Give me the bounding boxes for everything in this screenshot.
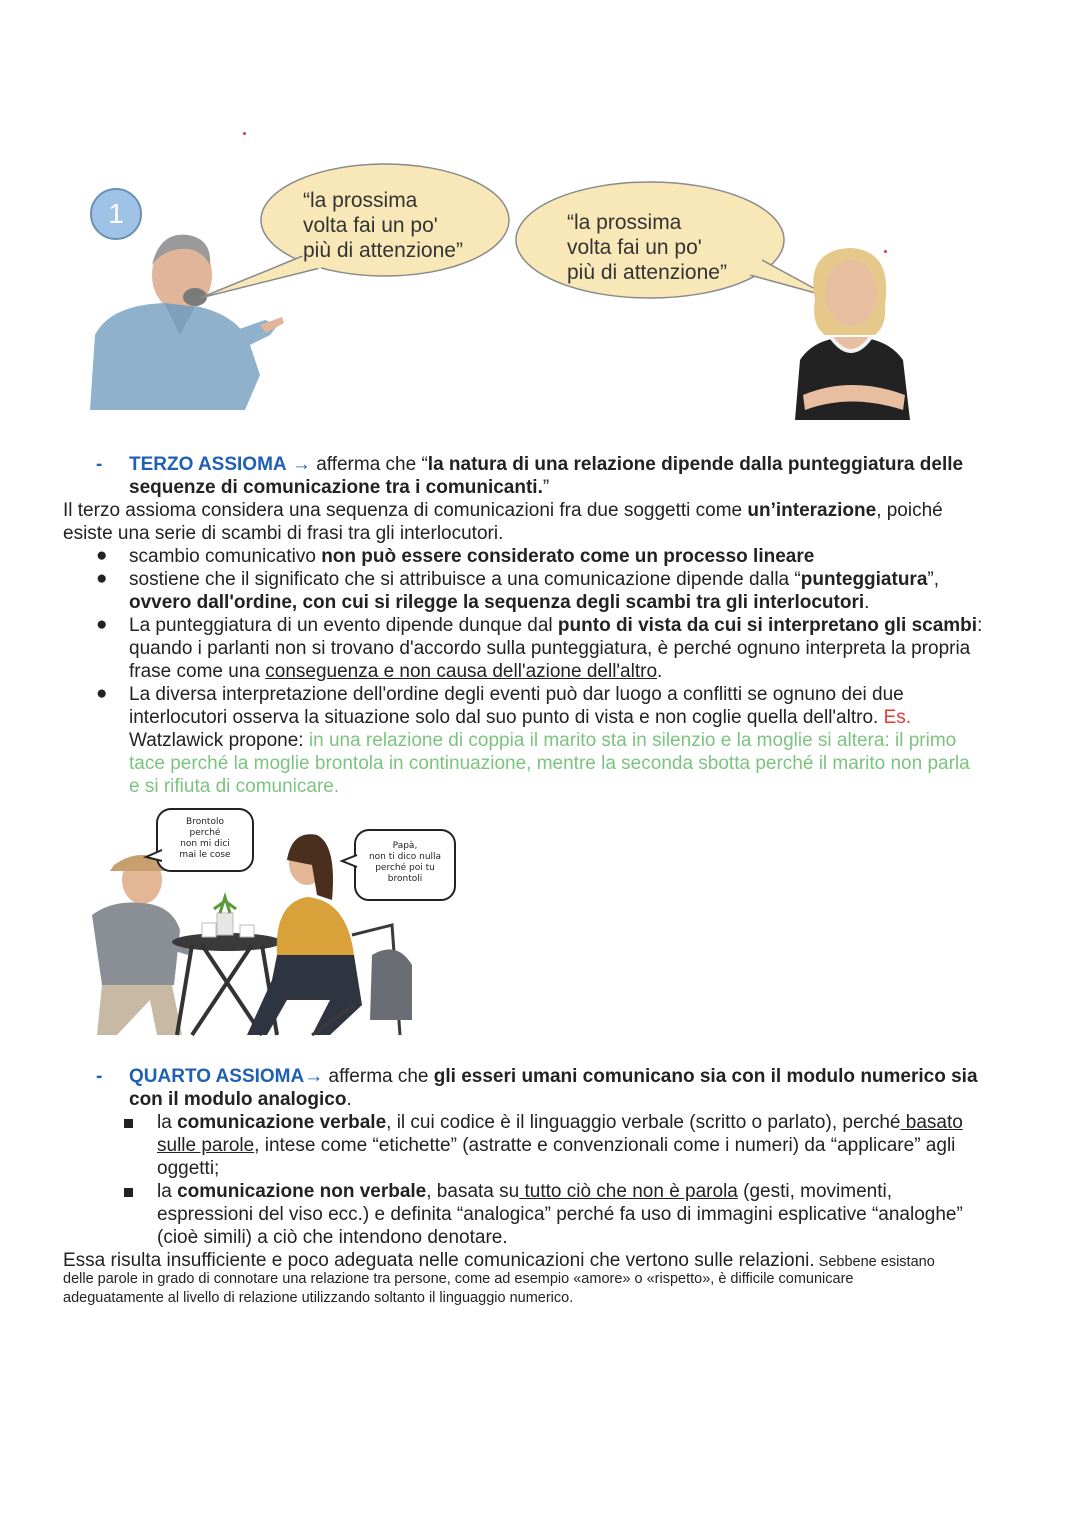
example-text: e si rifiuta di comunicare. (129, 776, 340, 797)
bullet-item (129, 545, 1049, 568)
square-bullet (124, 1119, 133, 1128)
bullet-text: La punteggiatura di un evento dipende dunque dal (129, 615, 558, 636)
example-label: Es. (883, 707, 912, 728)
bubble-line: volta fai un po' (303, 214, 438, 237)
comic-line: brontoli (387, 874, 423, 884)
number-badge: 1 (90, 188, 142, 240)
axiom-statement-cont: con il modulo analogico (129, 1089, 347, 1110)
bubble-line: “la prossima (567, 211, 682, 234)
figure-speech-illustration (60, 120, 940, 420)
bullet-text: . (657, 661, 663, 682)
example-text: tace perché la moglie brontola in continuazione, mentre la seconda sbotta perché il marito non parla (129, 753, 970, 774)
axiom-statement: gli esseri umani comunicano sia con il modulo numerico sia (433, 1066, 978, 1087)
bullet-dot: ● (96, 683, 108, 704)
bullet-text: interlocutori osserva la situazione solo dal suo punto di vista e non coglie quella dell'altro. (129, 707, 884, 728)
intro-text: afferma che “ (316, 454, 428, 475)
comic-line: perché poi tu (375, 863, 435, 873)
bullet-dot: ● (96, 614, 108, 635)
bubble-line: “la prossima (303, 189, 418, 212)
closing-small-text: adeguatamente al livello di relazione utilizzando soltanto il linguaggio numerico. (63, 1290, 574, 1306)
bullet-text: La diversa interpretazione dell'ordine degli eventi può dar luogo a conflitti se ognuno dei due (129, 684, 904, 705)
comic-bubble-father (162, 817, 248, 861)
bullet-dot: ● (96, 568, 108, 589)
bullet-item (129, 683, 1059, 798)
quote-close: ” (542, 477, 550, 498)
bullet-bold: punteggiatura (800, 569, 928, 590)
bubble-line: più di attenzione” (567, 261, 727, 284)
sub-item-nonverbal (157, 1180, 1037, 1249)
third-axiom-heading (96, 453, 1056, 499)
square-bullet (124, 1188, 133, 1197)
comic-line: perché (189, 828, 221, 838)
bullet-text: sostiene che il significato che si attribuisce a una comunicazione dipende dalla “ (129, 569, 801, 590)
item-bold: comunicazione verbale (177, 1112, 387, 1133)
para-text: , poiché (876, 500, 943, 521)
bullet-bold: punto di vista da cui si interpretano gli scambi (557, 615, 978, 636)
intro-text: afferma che (323, 1066, 434, 1087)
item-bold: comunicazione non verbale (177, 1181, 427, 1202)
bullet-bold: ovvero dall'ordine, con cui si rilegge la sequenza degli scambi tra gli interlocutori (129, 592, 865, 613)
comic-bubble-daughter (360, 841, 450, 885)
closing-small-text: Sebbene esistano (814, 1254, 935, 1270)
bullet-text: Watzlawick propone: (129, 730, 309, 751)
fourth-axiom-title: QUARTO ASSIOMA (129, 1066, 305, 1087)
third-axiom-paragraph (63, 499, 1053, 545)
third-axiom-title: TERZO ASSIOMA (129, 454, 287, 475)
bullet-item (129, 614, 1059, 683)
bullet-text: quando i parlanti non si trovano d'accordo sulla punteggiatura, è perché ognuno interpreta la propria (129, 638, 971, 659)
list-dash: - (96, 454, 103, 475)
comic-line: mai le cose (179, 850, 231, 860)
item-text: la (157, 1112, 178, 1133)
bullet-text: ”, (927, 569, 940, 590)
list-dash: - (96, 1066, 103, 1087)
item-text: , intese come “etichette” (astratte e convenzionali come i numeri) da “applicare” agli (254, 1135, 956, 1156)
item-text: (gesti, movimenti, (737, 1181, 893, 1202)
bullet-item (129, 568, 1049, 614)
item-text: espressioni del viso ecc.) e definita “analogica” perché fa uso di immagini esplicative “analoghe” (157, 1204, 963, 1225)
arrow: → (304, 1066, 324, 1087)
closing-small-text: delle parole in grado di connotare una relazione tra persone, come ad esempio «amore» o «rispetto», è difficile comunicare (63, 1271, 854, 1287)
closing-text: Essa risulta insufficiente e poco adeguata nelle comunicazioni che vertono sulle relazioni. (63, 1250, 815, 1271)
figure-cafe-argument (62, 805, 462, 1040)
bubble-left-text (303, 188, 503, 263)
comic-line: non mi dici (180, 839, 230, 849)
example-text: in una relazione di coppia il marito sta in silenzio e la moglie si altera: il primo (308, 730, 957, 751)
item-text: (cioè simili) a ciò che intendono denotare. (157, 1227, 508, 1248)
arrow: → (291, 454, 311, 475)
item-text: oggetti; (157, 1158, 220, 1179)
closing-paragraph (63, 1249, 1053, 1308)
bullet-dot: ● (96, 545, 108, 566)
bubble-line: più di attenzione” (303, 239, 463, 262)
underlined-text: conseguenza e non causa dell'azione dell'altro (265, 661, 658, 682)
comic-line: Brontolo (186, 817, 224, 827)
item-text: , basata su (426, 1181, 520, 1202)
item-text: la (157, 1181, 178, 1202)
bullet-text: . (864, 592, 870, 613)
underlined-text: sulle parole (157, 1135, 255, 1156)
comic-line: Papà, (392, 841, 418, 851)
sub-item-verbal (157, 1111, 1037, 1180)
comic-line: non ti dico nulla (368, 852, 442, 862)
bullet-text: frase come una (129, 661, 266, 682)
axiom-quote: la natura di una relazione dipende dalla punteggiatura delle (427, 454, 964, 475)
bubble-right-text (567, 210, 767, 285)
para-text: esiste una serie di scambi di frasi tra gli interlocutori. (63, 523, 504, 544)
para-text: Il terzo assioma considera una sequenza di comunicazioni fra due soggetti come (63, 500, 748, 521)
bullet-text: scambio comunicativo (129, 546, 322, 567)
bullet-text: : (977, 615, 983, 636)
underlined-text: basato (900, 1112, 963, 1133)
para-bold: un’interazione (747, 500, 877, 521)
woman-arms-crossed-illustration (775, 245, 925, 420)
underlined-text: tutto ciò che non è parola (519, 1181, 738, 1202)
bubble-line: volta fai un po' (567, 236, 702, 259)
axiom-quote-cont: sequenze di comunicazione tra i comunicanti. (129, 477, 543, 498)
fourth-axiom-heading (96, 1065, 1056, 1111)
bullet-bold: non può essere considerato come un processo lineare (321, 546, 815, 567)
red-dot (243, 132, 246, 135)
item-text: , il cui codice è il linguaggio verbale (scritto o parlato), perché (386, 1112, 901, 1133)
period: . (346, 1089, 352, 1110)
